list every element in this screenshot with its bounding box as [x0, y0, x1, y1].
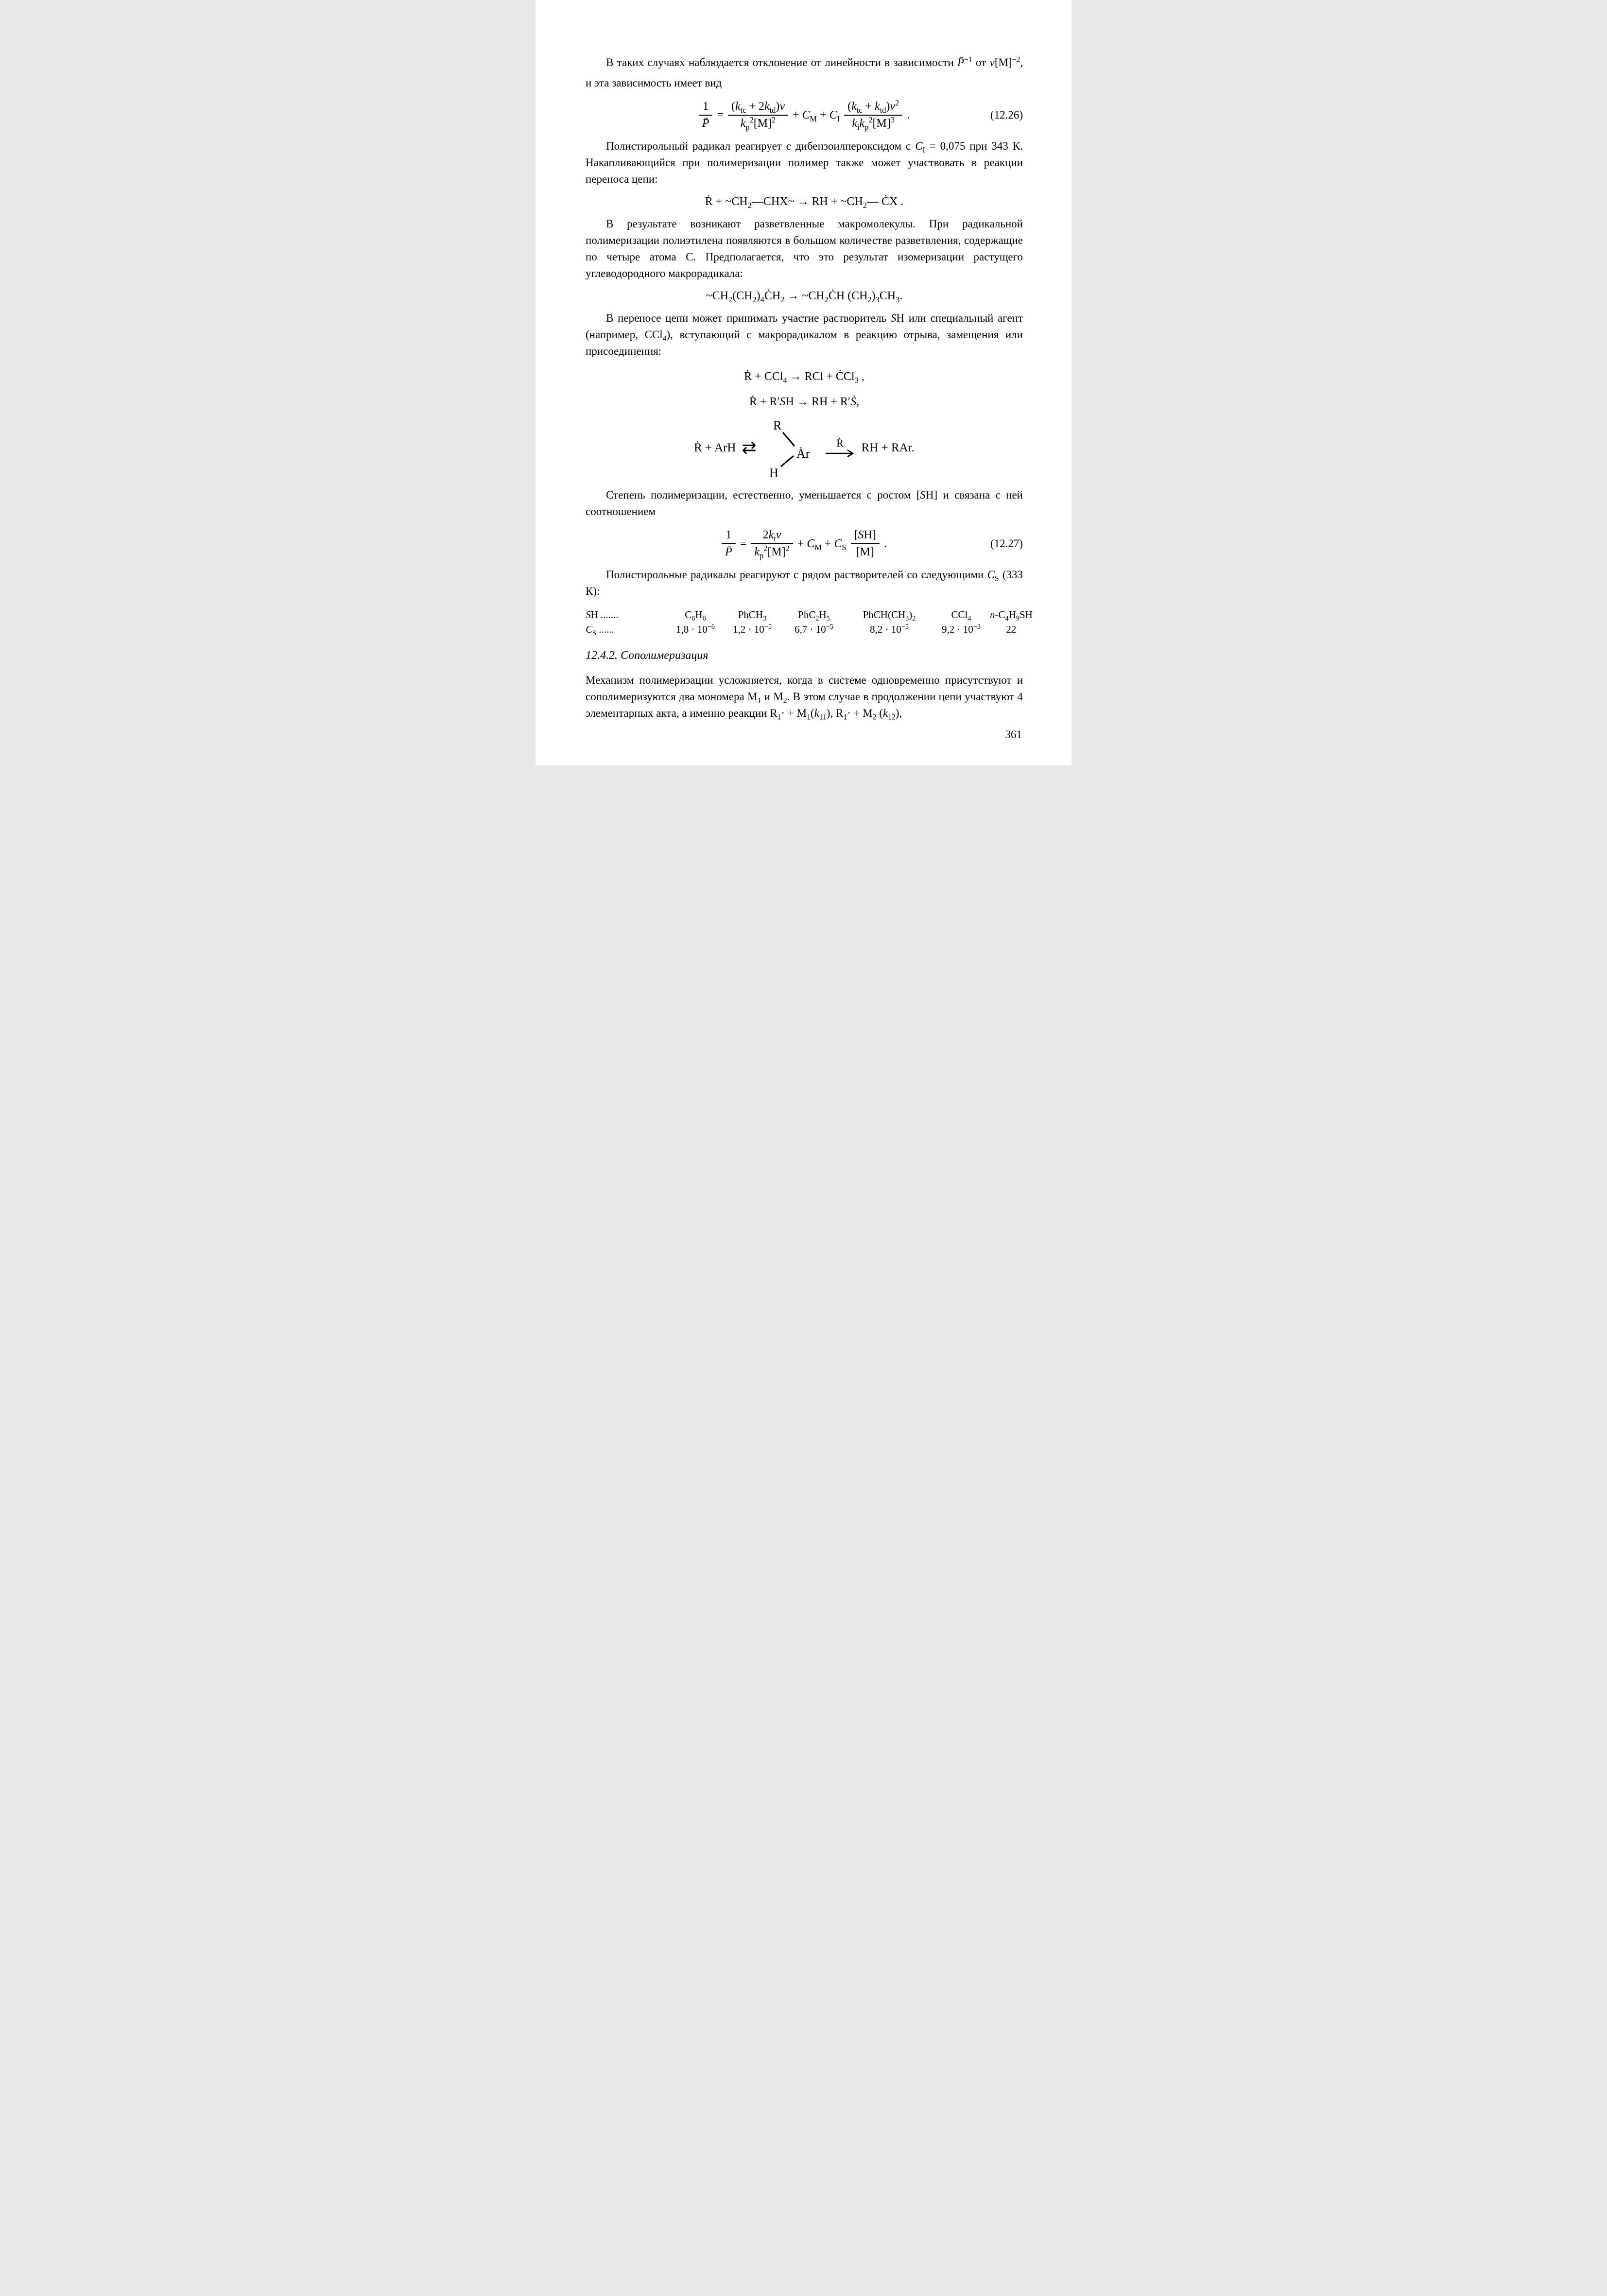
fraction-denominator: $k_p^2[M]^2$	[751, 543, 793, 559]
labeled-arrow	[825, 438, 856, 458]
book-page	[536, 0, 1071, 765]
equation-12-27-body	[722, 529, 887, 559]
substituent-h-label: H	[769, 466, 778, 480]
table-header-cell: PhCH$_3$	[738, 609, 767, 623]
cyclohexadienyl-structure	[761, 416, 819, 480]
equation-middle-terms: + $C_M + C_S$	[797, 537, 847, 552]
ar-radical-label: Ȧr	[796, 447, 810, 461]
fraction-term2	[844, 100, 902, 130]
equilibrium-arrows-icon: ⇄	[742, 438, 756, 458]
paragraph-intro: В таких случаях наблюдается отклонение от линейности в зависимости P̄$^{-1}$ от $v[M]^{-2}$, и эта зависимость имеет вид	[586, 55, 1023, 89]
fraction-denominator: P̄	[722, 543, 736, 559]
arh-right-side: RH + RAr.	[861, 441, 915, 454]
equation-12-26	[586, 100, 1023, 130]
fraction-numerator: 1	[726, 529, 732, 541]
equation-12-26-body	[699, 100, 910, 130]
equation-period: .	[883, 537, 887, 550]
table-value-cell: $8,2 \cdot 10^{-5}$	[870, 623, 909, 635]
paragraph-polystyrene-radical: Полистирольный радикал реагирует с дибензоилпероксидом с $C_I = 0,075$ при 343 К. Накапливающийся при полимеризации полимер также может участвовать в реакции переноса цепи:	[586, 140, 1023, 185]
fraction-numerator: [SH]	[854, 529, 876, 541]
reaction-chain-transfer: Ṙ + $\sim CH_2—CHX\sim$ → RH + $\sim CH_2—$ ĊX .	[705, 195, 904, 210]
table-value-cell: $1,8 \cdot 10^{-6}$	[676, 623, 715, 635]
paragraph-solvent-transfer: В переносе цепи может принимать участие растворитель SH или специальный агент (например, CCl$_4$), вступающий с макрорадикалом в реакцию отрыва, замещения или присоединения:	[586, 312, 1023, 357]
table-header-cell: $C_6H_6$	[685, 609, 706, 623]
equals-sign: =	[717, 108, 724, 121]
reaction-isomerization: $\sim CH_2(CH_2)_4ĊH_2$ → $\sim CH_2ĊH$ $(CH_2)_3CH_3$.	[706, 290, 903, 304]
fraction-denominator: $k_p^2[M]^2$	[728, 115, 788, 130]
equation-number: (12.27)	[990, 537, 1023, 550]
table-value-cell: $1,2 \cdot 10^{-5}$	[733, 623, 772, 635]
table-value-cell: $6,7 \cdot 10^{-5}$	[795, 623, 833, 635]
bond-line-top	[783, 432, 795, 446]
bond-line-bottom	[781, 456, 794, 466]
table-value-cell: 22	[1006, 623, 1017, 635]
table-header-cell: CCl$_4$	[951, 609, 971, 623]
table-header-label: SH .......	[586, 609, 619, 621]
fraction-lhs	[699, 100, 713, 130]
cs-values-table	[586, 607, 1033, 638]
paragraph-copolymerization: Механизм полимеризации усложняется, когда в системе одновременно присутствуют и сополимеризуются два мономера $M_1$ и $M_2$. В этом случае в продолжении цепи участвуют 4 элементарных акта, а именно реакции $R_1\cdot + M_1(k_{11})$, $R_1\cdot + M_2$ $(k_{12})$,	[586, 674, 1023, 722]
paragraph-degree-polymerization: Степень полимеризации, естественно, уменьшается с ростом [SH] и связана с ней соотношением	[586, 489, 1023, 518]
fraction-denominator: $k_ik_p^2[M]^3$	[844, 115, 902, 130]
equals-sign: =	[740, 537, 747, 550]
fraction-numerator: $(k_{tc} + k_{td})v^2$	[847, 98, 899, 115]
equation-middle-terms: + $C_M + C_I$	[792, 108, 840, 123]
table-header-cell: $PhCH(CH_3)_2$	[863, 609, 916, 623]
fraction-numerator: $(k_{tc} + 2k_{td})v$	[731, 100, 785, 115]
section-heading-12-4-2: 12.4.2. Сополимеризация	[586, 649, 708, 662]
paragraph-solvent-series: Полистирольные радикалы реагируют с рядом растворителей со следующими $C_S$ (333 К):	[586, 569, 1023, 597]
equation-number: (12.26)	[990, 109, 1023, 121]
reaction-arh-scheme	[586, 416, 1023, 480]
fraction-denominator: [M]	[851, 543, 880, 559]
arrow-radical-label: Ṙ	[836, 437, 844, 449]
fraction-numerator: 1	[703, 100, 709, 113]
fraction-lhs	[722, 529, 736, 559]
table-value-label: $C_S$ ......	[586, 623, 614, 638]
fraction-denominator: P̄	[699, 115, 713, 130]
fraction-term1	[751, 529, 793, 559]
table-header-cell: $PhC_2H_5$	[798, 609, 830, 623]
arh-left-side: Ṙ + ArH	[694, 441, 736, 454]
reaction-rsh: Ṙ + R′SH → RH + R′Ṡ,	[749, 396, 860, 408]
table-header-cell: $n-C_4H_9SH$	[990, 609, 1033, 623]
fraction-term2	[851, 529, 880, 559]
paragraph-branched-macromolecules: В результате возникают разветвленные макромолекулы. При радикальной полимеризации полиэтилена появляются в большом количестве разветвления, содержащие по четыре атома С. Предполагается, что это результат изомеризации растущего углеводородного макрорадикала:	[586, 218, 1023, 279]
reaction-ccl4: Ṙ + CCl$_4$ → RCl + ĊCl$_3$ ,	[744, 370, 864, 385]
table-value-cell: $9,2 \cdot 10^{-3}$	[942, 623, 981, 635]
fraction-numerator: $2k_tv$	[762, 529, 781, 543]
substituent-r-label: R	[773, 418, 781, 432]
equation-12-27	[586, 529, 1023, 559]
equation-period: .	[907, 108, 910, 121]
right-arrow-icon	[825, 448, 856, 458]
fraction-term1	[728, 100, 788, 130]
page-number: 361	[1005, 728, 1022, 741]
